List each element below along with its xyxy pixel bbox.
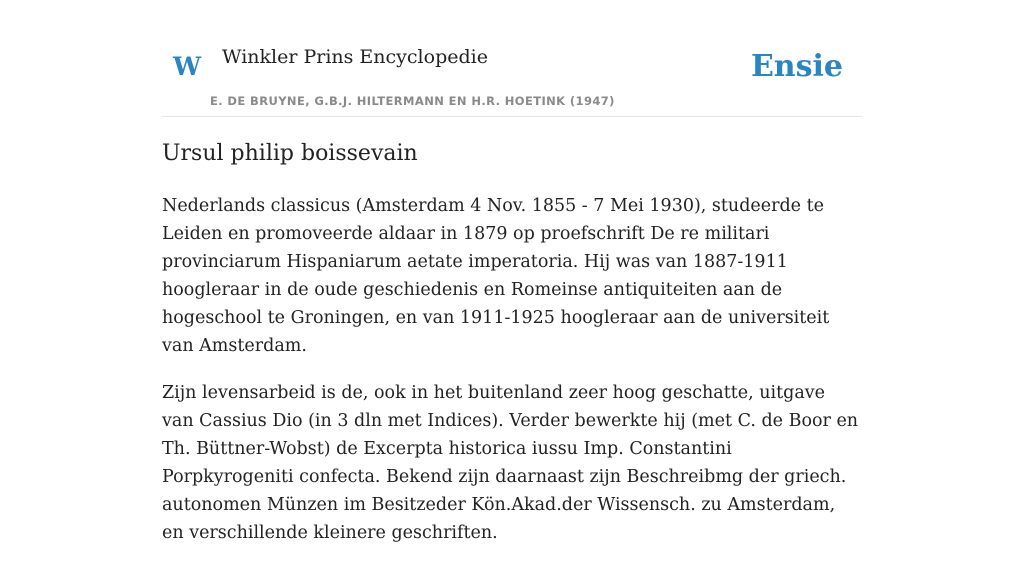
site-header bbox=[162, 0, 862, 117]
site-title[interactable]: Winkler Prins Encyclopedie bbox=[222, 46, 488, 68]
site-logo[interactable]: W bbox=[173, 52, 202, 81]
article-title: Ursul philip boissevain bbox=[162, 141, 418, 166]
brand-logo[interactable]: Ensie bbox=[750, 49, 843, 84]
authors-credit: E. DE BRUYNE, G.B.J. HILTERMANN EN H.R. HOETINK (1947) bbox=[210, 94, 615, 108]
article-paragraph: Nederlands classicus (Amsterdam 4 Nov. 1855 - 7 Mei 1930), studeerde te Leiden en promoveerde aldaar in 1879 op proefschrift De re militari provinciarum Hispaniarum aetate imperatoria. Hij was van 1887-1911 hoogleraar in de oude geschiedenis en Romeinse antiquiteiten aan de hogeschool te Groningen, en van 1911-1925 hoogleraar aan de universiteit van Amsterdam. bbox=[162, 196, 830, 356]
article-body bbox=[162, 192, 862, 566]
article-paragraph: Zijn levensarbeid is de, ook in het buitenland zeer hoog geschatte, uitgave van Cassius Dio (in 3 dln met Indices). Verder bewerkte hij (met C. de Boor en Th. Büttner-Wobst) de Excerpta historica iussu Imp. Constantini Porpkyrogeniti confecta. Bekend zijn daarnaast zijn Beschreibmg der griech. autonomen Münzen im Besitzeder Kön.Akad.der Wissensch. zu Amsterdam, en verschillende kleinere geschriften. bbox=[162, 383, 859, 543]
